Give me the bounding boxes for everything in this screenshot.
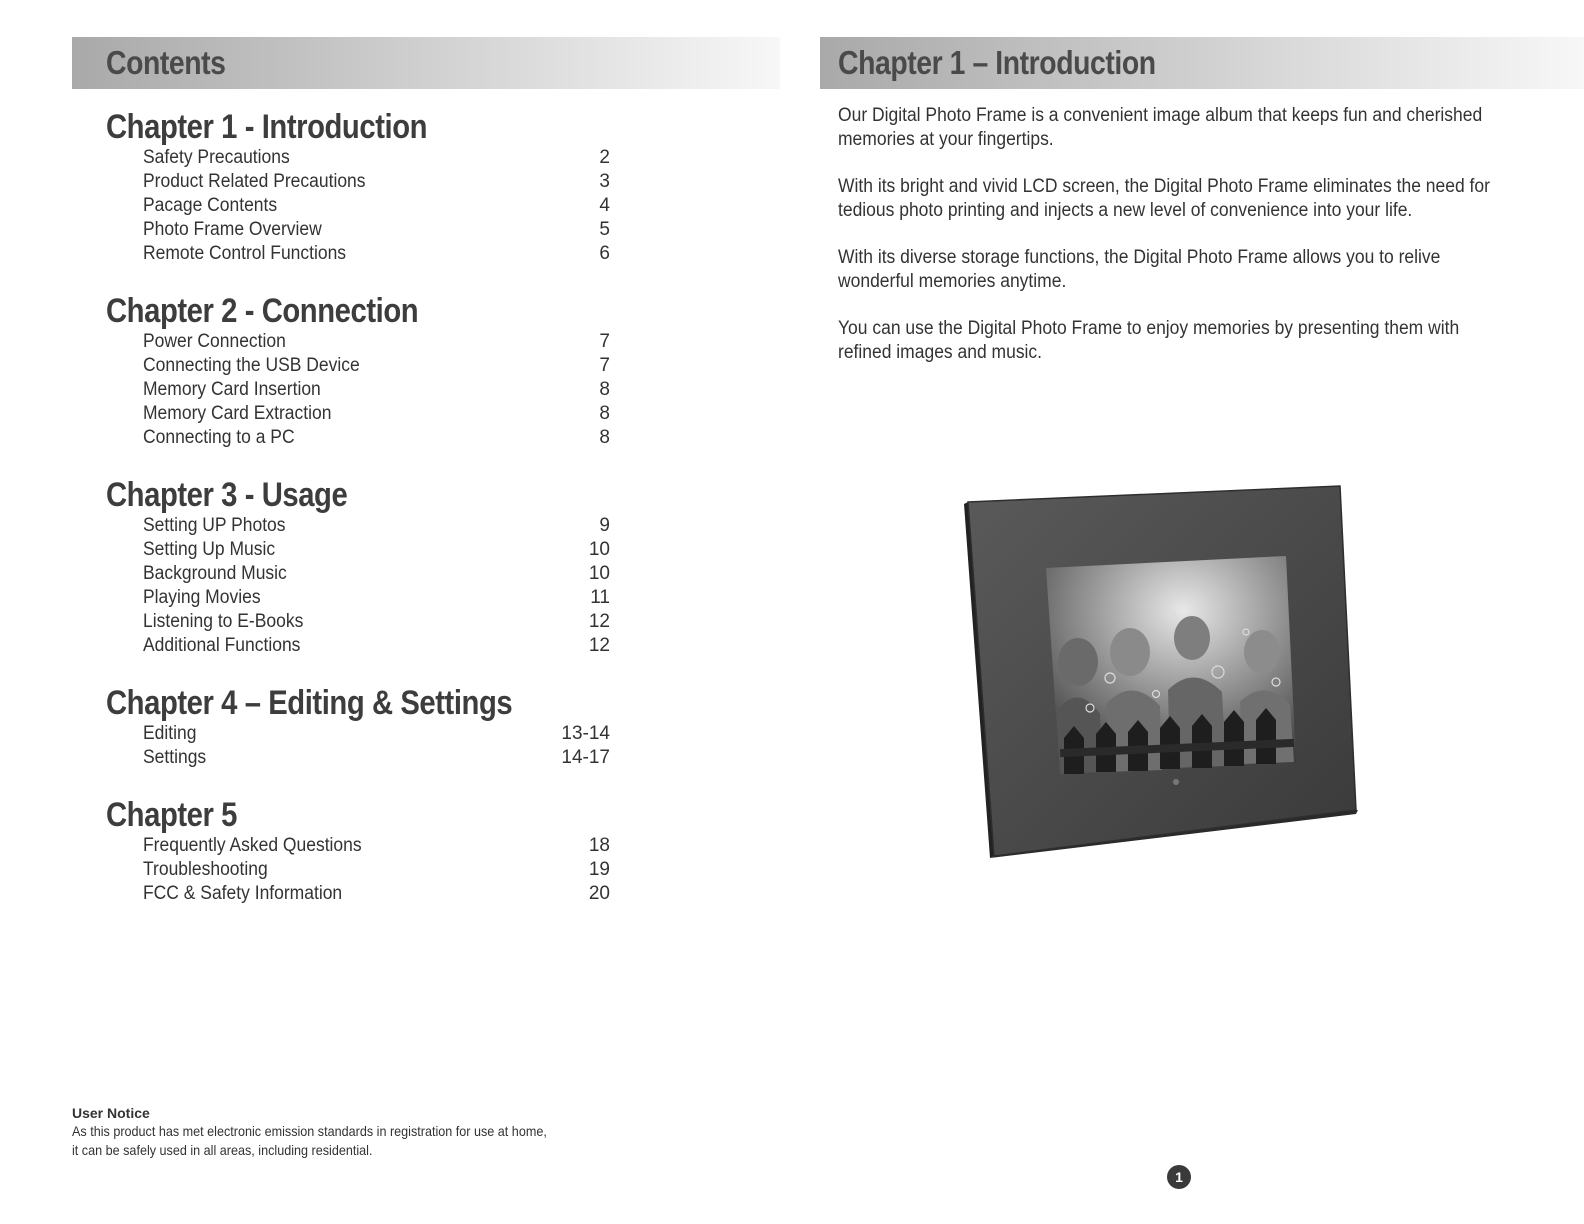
toc-entry-label: Pacage Contents (143, 195, 278, 216)
toc-entry-label: Background Music (143, 563, 287, 584)
toc-entry-page-number: 11 (590, 587, 610, 608)
chapter-heading: Chapter 2 - Connection (106, 292, 419, 330)
introduction-header-banner (820, 37, 1584, 89)
toc-entry-page-number: 8 (599, 427, 610, 448)
toc-entry (106, 354, 610, 378)
intro-paragraph: With its bright and vivid LCD screen, the Digital Photo Frame eliminates the need for tedious photo printing and injects a new level of convenience into your life. (838, 176, 1490, 221)
toc-entry (106, 722, 610, 746)
toc-entry-label: Playing Movies (143, 587, 261, 608)
intro-paragraph: You can use the Digital Photo Frame to enjoy memories by presenting them with refined images and music. (838, 318, 1460, 363)
toc-entry-label: Remote Control Functions (143, 243, 347, 264)
toc-entry-label: Settings (143, 747, 207, 768)
toc-entry-label: Memory Card Insertion (143, 379, 321, 400)
toc-entry-page-number: 4 (599, 195, 610, 216)
toc-entry-label: Listening to E-Books (143, 611, 304, 632)
chapter-heading: Chapter 3 - Usage (106, 476, 348, 514)
toc-entry (106, 218, 610, 242)
toc-entry (106, 242, 610, 266)
toc-entry-label: FCC & Safety Information (143, 883, 343, 904)
toc-entry-label: Troubleshooting (143, 859, 268, 880)
user-notice (72, 1104, 692, 1160)
toc-entry-page-number: 13-14 (561, 723, 610, 744)
toc-entry (106, 378, 610, 402)
toc-entry (106, 586, 610, 610)
toc-entry (106, 146, 610, 170)
toc-entry-page-number: 8 (599, 403, 610, 424)
page-number-badge: 1 (1167, 1165, 1191, 1189)
toc-entry-label: Editing (143, 723, 197, 744)
toc-entry-label: Frequently Asked Questions (143, 835, 362, 856)
toc-entry (106, 562, 610, 586)
intro-paragraph: Our Digital Photo Frame is a convenient image album that keeps fun and cherished memories at your fingertips. (838, 105, 1483, 150)
toc-entry (106, 882, 610, 906)
toc-entry-page-number: 3 (599, 171, 610, 192)
toc-entry-label: Photo Frame Overview (143, 219, 322, 240)
chapter-heading: Chapter 1 - Introduction (106, 108, 428, 146)
toc-chapter (106, 684, 610, 770)
toc-chapter (106, 476, 610, 658)
toc-chapter (106, 108, 610, 266)
toc-entry (106, 194, 610, 218)
user-notice-line-2: it can be safely used in all areas, including residential. (72, 1142, 373, 1158)
toc-entry-label: Connecting the USB Device (143, 355, 360, 376)
digital-photo-frame-image (960, 482, 1364, 862)
toc-entry-page-number: 2 (599, 147, 610, 168)
toc-entry-page-number: 14-17 (561, 747, 610, 768)
introduction-title: Chapter 1 – Introduction (838, 44, 1156, 81)
toc-entry (106, 538, 610, 562)
contents-title: Contents (106, 44, 226, 81)
toc-entry (106, 834, 610, 858)
toc-entry (106, 634, 610, 658)
toc-entry-label: Additional Functions (143, 635, 301, 656)
toc-entry-label: Setting Up Music (143, 539, 276, 560)
power-indicator-icon (1173, 779, 1179, 785)
toc-entry (106, 858, 610, 882)
toc-entry-page-number: 12 (588, 635, 610, 656)
user-notice-line-1: As this product has met electronic emission standards in registration for use at home, (72, 1123, 547, 1139)
toc-chapter (106, 292, 610, 450)
chapter-heading: Chapter 4 – Editing & Settings (106, 684, 513, 722)
chapter-heading: Chapter 5 (106, 796, 238, 834)
toc-entry-label: Connecting to a PC (143, 427, 295, 448)
toc-entry-page-number: 9 (599, 515, 610, 536)
toc-entry-page-number: 20 (588, 883, 610, 904)
contents-header-banner (72, 37, 780, 89)
toc-entry (106, 426, 610, 450)
user-notice-title: User Notice (72, 1105, 150, 1121)
toc-entry (106, 402, 610, 426)
toc-entry-page-number: 7 (599, 331, 610, 352)
toc-entry-page-number: 7 (599, 355, 610, 376)
toc-entry-label: Setting UP Photos (143, 515, 286, 536)
toc-entry-label: Memory Card Extraction (143, 403, 332, 424)
toc-entry (106, 514, 610, 538)
toc-entry-page-number: 19 (588, 859, 610, 880)
table-of-contents (106, 108, 610, 932)
toc-entry-page-number: 5 (599, 219, 610, 240)
toc-entry (106, 170, 610, 194)
toc-entry (106, 610, 610, 634)
photo-frame-illustration (960, 482, 1364, 862)
toc-entry-page-number: 12 (588, 611, 610, 632)
frame-photo (1046, 556, 1296, 774)
introduction-body (838, 104, 1518, 388)
toc-entry-page-number: 6 (599, 243, 610, 264)
toc-entry-page-number: 8 (599, 379, 610, 400)
toc-entry-page-number: 18 (588, 835, 610, 856)
toc-entry-label: Safety Precautions (143, 147, 290, 168)
toc-entry-label: Product Related Precautions (143, 171, 366, 192)
toc-entry-page-number: 10 (588, 539, 610, 560)
toc-entry (106, 330, 610, 354)
toc-entry (106, 746, 610, 770)
toc-chapter (106, 796, 610, 906)
intro-paragraph: With its diverse storage functions, the Digital Photo Frame allows you to relive wonderful memories anytime. (838, 247, 1441, 292)
toc-entry-label: Power Connection (143, 331, 286, 352)
toc-entry-page-number: 10 (588, 563, 610, 584)
